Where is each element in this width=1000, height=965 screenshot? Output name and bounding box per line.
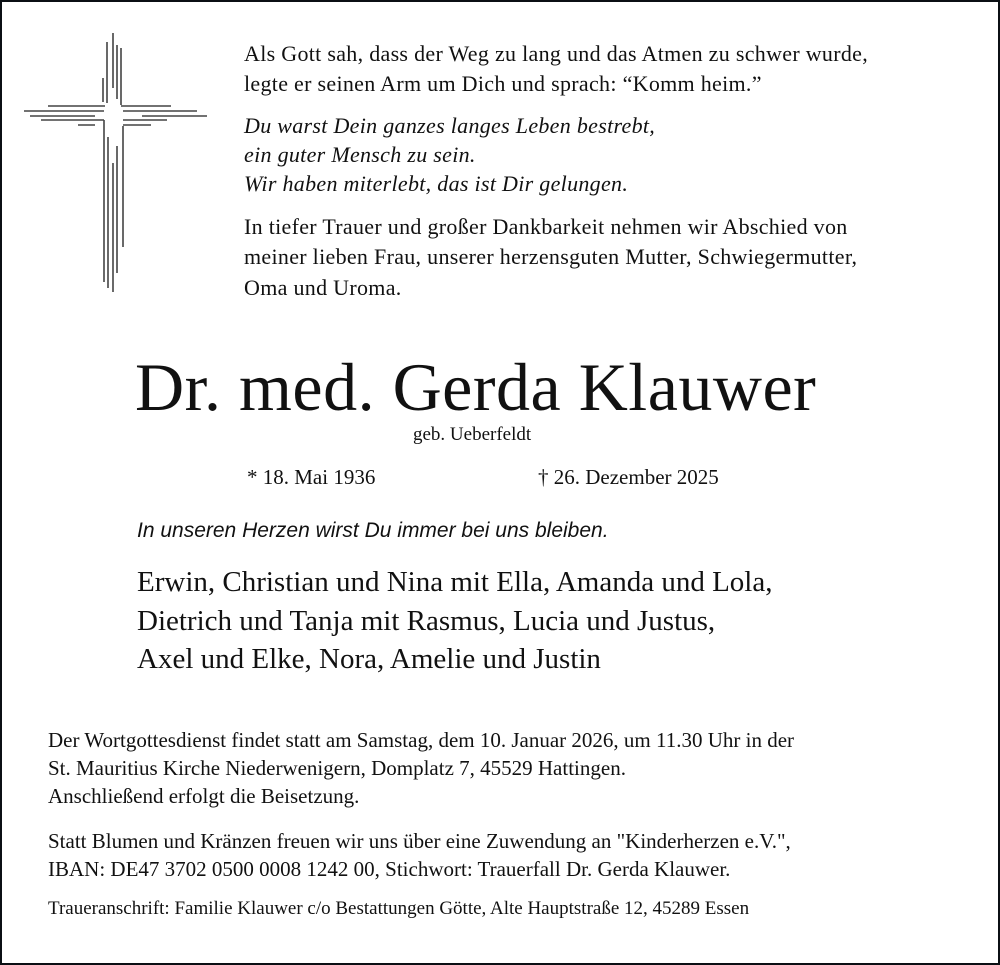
birth-date: * 18. Mai 1936 — [247, 465, 376, 489]
mourners-line: Dietrich und Tanja mit Rasmus, Lucia und Justus, — [137, 605, 716, 637]
service-line: Anschließend erfolgt die Beisetzung. — [48, 784, 360, 808]
service-line: Der Wortgottesdienst findet statt am Samstag, dem 10. Januar 2026, um 11.30 Uhr in der — [48, 728, 795, 752]
service-line: St. Mauritius Kirche Niederwenigern, Domplatz 7, 45529 Hattingen. — [48, 756, 626, 780]
farewell-line: In tiefer Trauer und großer Dankbarkeit nehmen wir Abschied von — [244, 214, 848, 239]
donation-line: Statt Blumen und Kränzen freuen wir uns über eine Zuwendung an "Kinderherzen e.V.", — [48, 829, 791, 853]
verse-line: Du warst Dein ganzes langes Leben bestrebt, — [244, 113, 656, 138]
intro-line: Als Gott sah, dass der Weg zu lang und das Atmen zu schwer wurde, — [244, 41, 869, 66]
verse-line: Wir haben miterlebt, das ist Dir gelungen. — [244, 171, 629, 196]
mourners-line: Axel und Elke, Nora, Amelie und Justin — [137, 643, 601, 675]
farewell-line: Oma und Uroma. — [244, 275, 402, 300]
birth-name: geb. Ueberfeldt — [413, 424, 532, 445]
cross-icon — [0, 0, 240, 300]
mourning-address: Traueranschrift: Familie Klauwer c/o Bestattungen Götte, Alte Hauptstraße 12, 45289 Essen — [48, 898, 750, 919]
mourners-line: Erwin, Christian und Nina mit Ella, Amanda und Lola, — [137, 566, 773, 598]
motto: In unseren Herzen wirst Du immer bei uns bleiben. — [137, 519, 609, 542]
intro-line: legte er seinen Arm um Dich und sprach: “Komm heim.” — [244, 71, 762, 96]
death-date: † 26. Dezember 2025 — [538, 465, 719, 489]
deceased-name: Dr. med. Gerda Klauwer — [135, 349, 817, 425]
verse-line: ein guter Mensch zu sein. — [244, 142, 476, 167]
donation-line: IBAN: DE47 3702 0500 0008 1242 00, Stichwort: Trauerfall Dr. Gerda Klauwer. — [48, 857, 731, 881]
farewell-line: meiner lieben Frau, unserer herzensguten Mutter, Schwiegermutter, — [244, 244, 858, 269]
